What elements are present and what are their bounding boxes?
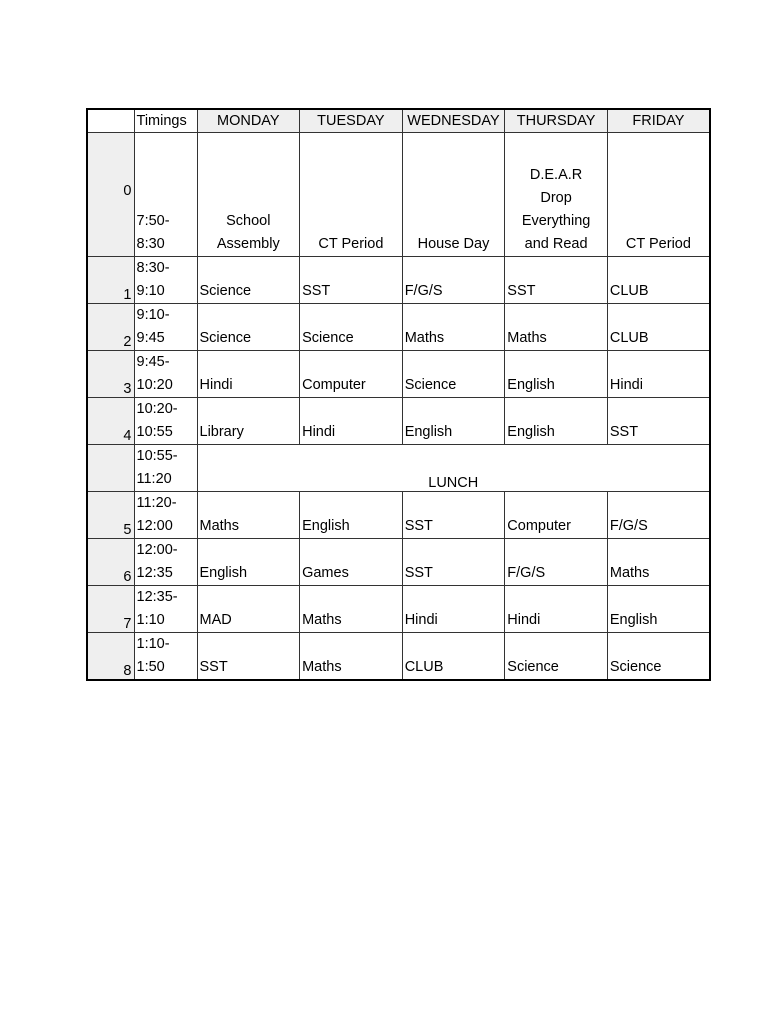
cell-tuesday: Computer (300, 351, 403, 398)
cell-tuesday (300, 133, 403, 257)
cell-friday: F/G/S (607, 492, 710, 539)
cell-tuesday: Games (300, 539, 403, 586)
period-row-1 (87, 257, 710, 304)
period-number (87, 445, 134, 492)
period-time (134, 351, 197, 398)
cell-monday (197, 133, 300, 257)
cell-thursday: English (505, 398, 608, 445)
cell-monday: Library (197, 398, 300, 445)
period-time (134, 492, 197, 539)
cell-friday: CLUB (607, 304, 710, 351)
period-time (134, 398, 197, 445)
header-day-tuesday: TUESDAY (300, 109, 403, 133)
cell-friday (607, 133, 710, 257)
period-number: 6 (87, 539, 134, 586)
period-number: 5 (87, 492, 134, 539)
period-number: 7 (87, 586, 134, 633)
period-time-text: 12:35- 1:10 (136, 589, 178, 628)
period-number: 4 (87, 398, 134, 445)
period-row-5 (87, 492, 710, 539)
cell-monday: SST (197, 633, 300, 681)
cell-wednesday: SST (402, 492, 505, 539)
period-time-text: 8:30- 9:10 (136, 260, 170, 299)
cell-tuesday: Hindi (300, 398, 403, 445)
period-number: 1 (87, 257, 134, 304)
period-time (134, 633, 197, 681)
cell-wednesday: Hindi (402, 586, 505, 633)
period-time-text: 1:10- 1:50 (136, 636, 170, 675)
period-time (134, 586, 197, 633)
cell-text: CT Period (318, 236, 384, 252)
cell-friday: Maths (607, 539, 710, 586)
period-number: 8 (87, 633, 134, 681)
period-time (134, 133, 197, 257)
cell-text: School Assembly (216, 213, 280, 252)
cell-monday: Hindi (197, 351, 300, 398)
cell-wednesday: Maths (402, 304, 505, 351)
cell-thursday: F/G/S (505, 539, 608, 586)
period-number: 3 (87, 351, 134, 398)
cell-friday: CLUB (607, 257, 710, 304)
period-time (134, 257, 197, 304)
header-day-friday: FRIDAY (607, 109, 710, 133)
cell-wednesday: CLUB (402, 633, 505, 681)
cell-friday: English (607, 586, 710, 633)
cell-thursday: Hindi (505, 586, 608, 633)
cell-monday: Science (197, 257, 300, 304)
period-row-2 (87, 304, 710, 351)
timetable (86, 108, 711, 681)
cell-thursday: SST (505, 257, 608, 304)
period-number: 0 (87, 133, 134, 257)
period-time-text: 9:45- 10:20 (136, 354, 173, 393)
cell-tuesday: Maths (300, 633, 403, 681)
cell-friday: Hindi (607, 351, 710, 398)
cell-thursday: Science (505, 633, 608, 681)
cell-thursday: Maths (505, 304, 608, 351)
cell-monday: MAD (197, 586, 300, 633)
cell-wednesday: SST (402, 539, 505, 586)
period-row-3 (87, 351, 710, 398)
cell-text: House Day (417, 236, 490, 252)
lunch-row (87, 445, 710, 492)
cell-monday: Maths (197, 492, 300, 539)
period-row-8 (87, 633, 710, 681)
period-number: 2 (87, 304, 134, 351)
period-time-text: 7:50- 8:30 (136, 213, 170, 252)
header-row (87, 109, 710, 133)
period-time-text: 12:00- 12:35 (136, 542, 178, 581)
cell-text: D.E.A.R Drop Everything and Read (521, 167, 591, 252)
header-day-wednesday: WEDNESDAY (402, 109, 505, 133)
period-row-6 (87, 539, 710, 586)
cell-tuesday: English (300, 492, 403, 539)
period-row-0 (87, 133, 710, 257)
cell-tuesday: Science (300, 304, 403, 351)
header-timings: Timings (134, 109, 197, 133)
cell-thursday: Computer (505, 492, 608, 539)
header-day-monday: MONDAY (197, 109, 300, 133)
cell-wednesday: Science (402, 351, 505, 398)
period-time (134, 539, 197, 586)
period-time (134, 304, 197, 351)
period-time (134, 445, 197, 492)
period-row-4 (87, 398, 710, 445)
cell-tuesday: SST (300, 257, 403, 304)
cell-friday: SST (607, 398, 710, 445)
cell-thursday (505, 133, 608, 257)
cell-wednesday: F/G/S (402, 257, 505, 304)
cell-monday: English (197, 539, 300, 586)
cell-monday: Science (197, 304, 300, 351)
period-row-7 (87, 586, 710, 633)
period-time-text: 10:55- 11:20 (136, 448, 178, 487)
header-blank-cell (87, 109, 134, 133)
cell-friday: Science (607, 633, 710, 681)
cell-tuesday: Maths (300, 586, 403, 633)
lunch-cell: LUNCH (197, 445, 710, 492)
cell-text: CT Period (625, 236, 691, 252)
cell-wednesday (402, 133, 505, 257)
period-time-text: 9:10- 9:45 (136, 307, 170, 346)
cell-thursday: English (505, 351, 608, 398)
cell-wednesday: English (402, 398, 505, 445)
header-day-thursday: THURSDAY (505, 109, 608, 133)
period-time-text: 10:20- 10:55 (136, 401, 178, 440)
period-time-text: 11:20- 12:00 (136, 495, 177, 534)
